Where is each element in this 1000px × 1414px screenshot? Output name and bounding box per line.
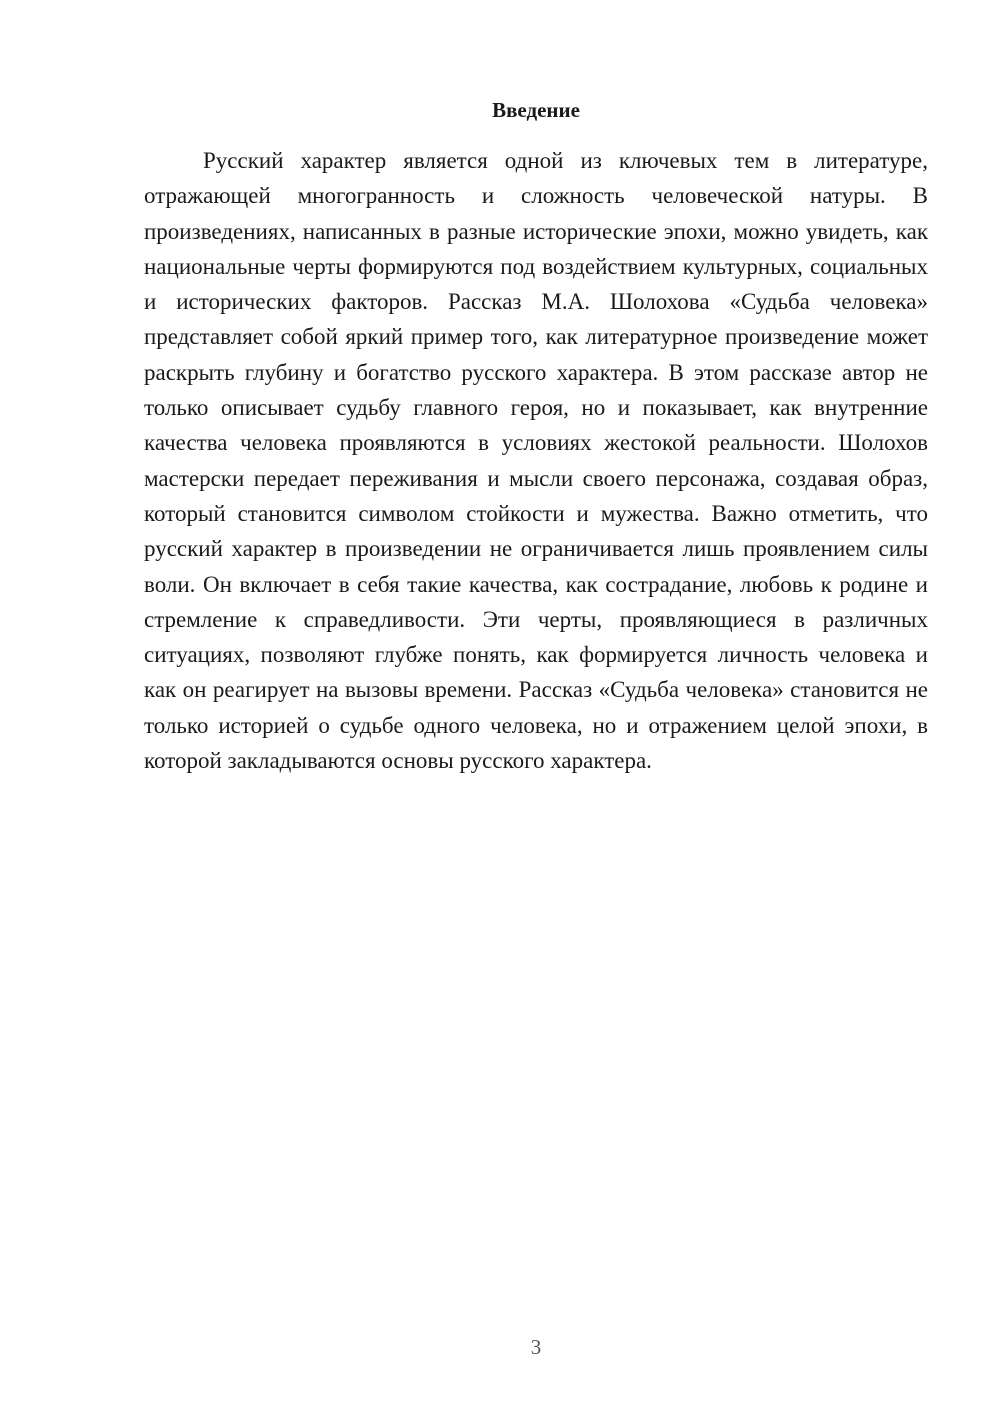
page-number: 3 — [530, 1335, 542, 1359]
body-paragraph: Русский характер является одной из ключевых тем в литературе, отражающей многогранность и сложность человеческой натуры. В произведениях, написанных в разные исторические эпохи, можно увидеть, как национальные черты формируются под воздействием культурных, социальных и исторических факторов. Рассказ М.А. Шолохова «Судьба человека» представляет собой яркий пример того, как литературное произведение может раскрыть глубину и богатство русского характера. В этом рассказе автор не только описывает судьбу главного героя, но и показывает, как внутренние качества человека проявляются в условиях жестокой реальности. Шолохов мастерски передает переживания и мысли своего персонажа, создавая образ, который становится символом стойкости и мужества. Важно отметить, что русский характер в произведении не ограничивается лишь проявлением силы воли. Он включает в себя такие качества, как сострадание, любовь к родине и стремление к справедливости. Эти черты, проявляющиеся в различных ситуациях, позволяют глубже понять, как формируется личность человека и как он реагирует на вызовы времени. Рассказ «Судьба человека» становится не только историей о судьбе одного человека, но и отражением целой эпохи, в которой закладываются основы русского характера. — [144, 148, 928, 774]
section-heading: Введение — [492, 98, 580, 122]
